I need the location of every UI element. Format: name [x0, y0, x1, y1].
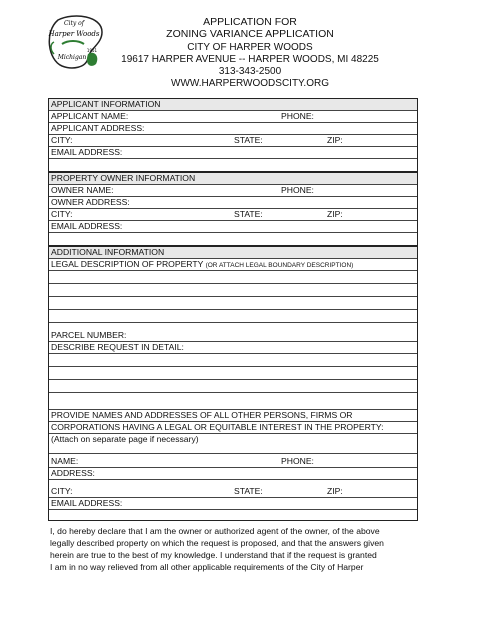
declaration-text [50, 525, 425, 573]
owner-name-label: OWNER NAME: [51, 185, 114, 195]
owner-blank-row [49, 233, 417, 245]
other-name-row[interactable] [49, 454, 417, 468]
owner-address-row[interactable] [49, 197, 417, 209]
parcel-number-label: PARCEL NUMBER: [51, 330, 127, 340]
describe-request-row[interactable] [49, 342, 417, 354]
legal-description-label: LEGAL DESCRIPTION OF PROPERTY [51, 259, 206, 269]
city-website: WWW.HARPERWOODSCITY.ORG [171, 78, 329, 89]
applicant-name-label: APPLICANT NAME: [51, 111, 129, 121]
owner-email-label: EMAIL ADDRESS: [51, 221, 123, 231]
owner-city-row[interactable] [49, 209, 417, 221]
declaration-line-1: I, do hereby declare that I am the owner or authorized agent of the owner, of the above [50, 526, 380, 536]
parcel-number-row[interactable] [49, 324, 417, 342]
owner-city-label: CITY: [51, 209, 73, 219]
applicant-name-row[interactable] [49, 111, 417, 123]
additional-heading: ADDITIONAL INFORMATION [49, 247, 417, 259]
applicant-email-label: EMAIL ADDRESS: [51, 147, 123, 157]
owner-email-row[interactable] [49, 221, 417, 233]
describe-line-1[interactable] [49, 355, 417, 367]
legal-line-1[interactable] [49, 272, 417, 284]
other-state-label: STATE: [234, 486, 263, 496]
attach-row[interactable] [49, 434, 417, 454]
legal-line-3[interactable] [49, 298, 417, 310]
owner-name-row[interactable] [49, 185, 417, 197]
applicant-email-row[interactable] [49, 147, 417, 159]
other-address-label: ADDRESS: [51, 468, 95, 478]
other-phone-label: PHONE: [281, 456, 314, 466]
owner-phone-label: PHONE: [281, 185, 314, 195]
other-name-label: NAME: [51, 456, 79, 466]
legal-description-note: (OR ATTACH LEGAL BOUNDARY DESCRIPTION) [205, 262, 354, 269]
applicant-blank-row [49, 159, 417, 171]
applicant-phone-label: PHONE: [281, 111, 314, 121]
other-city-row[interactable] [49, 480, 417, 498]
declaration-line-3: herein are true to the best of my knowledge. I understand that if the request is granted [50, 550, 377, 560]
other-email-label: EMAIL ADDRESS: [51, 498, 123, 508]
describe-line-2[interactable] [49, 368, 417, 380]
city-address: 19617 HARPER AVENUE -- HARPER WOODS, MI 48225 [121, 54, 379, 65]
other-address-row[interactable] [49, 468, 417, 480]
owner-state-label: STATE: [234, 209, 263, 219]
form-title-line2: ZONING VARIANCE APPLICATION [166, 28, 334, 40]
provide-row-2 [49, 422, 417, 434]
other-zip-label: ZIP: [327, 486, 343, 496]
applicant-city-row[interactable] [49, 135, 417, 147]
other-city-label: CITY: [51, 486, 73, 496]
city-name: CITY OF HARPER WOODS [187, 42, 313, 53]
applicant-zip-label: ZIP: [327, 135, 343, 145]
describe-line-4[interactable] [49, 394, 417, 410]
logo-line1: City of [63, 20, 85, 27]
applicant-section [48, 98, 418, 172]
describe-line-3[interactable] [49, 381, 417, 393]
describe-request-label: DESCRIBE REQUEST IN DETAIL: [51, 342, 184, 352]
provide-row-1 [49, 410, 417, 422]
applicant-address-row[interactable] [49, 123, 417, 135]
applicant-city-label: CITY: [51, 135, 73, 145]
form-title-line1: APPLICATION FOR [203, 16, 297, 28]
declaration-line-2: legally described property on which the request is proposed, and that the answers given [50, 538, 384, 548]
city-phone: 313-343-2500 [218, 66, 282, 77]
applicant-state-label: STATE: [234, 135, 263, 145]
other-email-row[interactable] [49, 498, 417, 510]
logo-line2: Harper Woods [48, 30, 100, 38]
owner-section [48, 172, 418, 246]
provide-text-1: PROVIDE NAMES AND ADDRESSES OF ALL OTHER PERSONS, FIRMS OR [51, 410, 353, 420]
declaration-line-4: I am in no way relieved from all other applicable requirements of the City of Harper [50, 562, 364, 572]
logo-year: 1951 [86, 48, 98, 53]
legal-line-2[interactable] [49, 285, 417, 297]
legal-description-row[interactable] [49, 259, 417, 271]
owner-zip-label: ZIP: [327, 209, 343, 219]
provide-text-2: CORPORATIONS HAVING A LEGAL OR EQUITABLE INTEREST IN THE PROPERTY: [51, 422, 384, 432]
legal-line-4[interactable] [49, 311, 417, 323]
logo-line3: Michigan [57, 54, 87, 61]
owner-address-label: OWNER ADDRESS: [51, 197, 130, 207]
additional-section [48, 246, 418, 521]
applicant-heading: APPLICANT INFORMATION [49, 99, 417, 111]
applicant-address-label: APPLICANT ADDRESS: [51, 123, 145, 133]
owner-heading: PROPERTY OWNER INFORMATION [49, 173, 417, 185]
attach-note: (Attach on separate page if necessary) [51, 434, 199, 444]
